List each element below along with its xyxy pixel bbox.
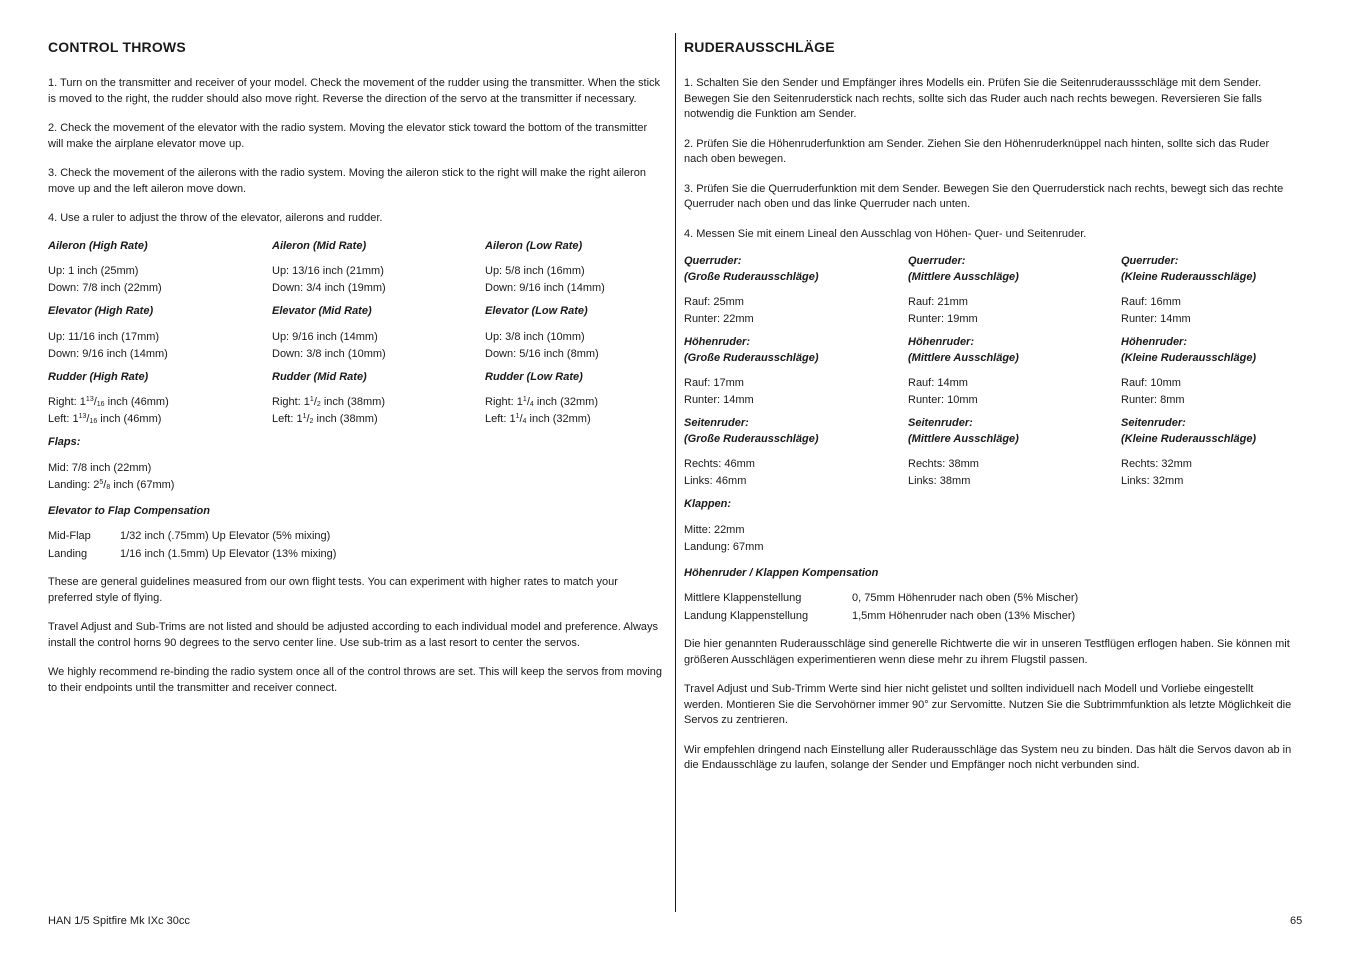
table-row — [684, 608, 1078, 626]
rate-cell — [684, 416, 908, 490]
rate-cell — [1121, 254, 1293, 328]
flaps-value: Landing: $2^5/_8$ inch (67mm) — [48, 478, 175, 491]
rate-cell — [48, 370, 272, 429]
instruction-step: 3. Check the movement of the ailerons with the radio system. Moving the aileron stick to the right will make the right aileron move up and the left aileron move down. — [48, 167, 646, 195]
rate-cell — [485, 239, 665, 298]
table-cell: Mittlere Klappenstellung — [684, 592, 802, 604]
rate-value: Up: 9/16 inch (14mm) — [272, 330, 378, 343]
instruction-step: 4. Use a ruler to adjust the throw of the elevator, ailerons and rudder. — [48, 212, 383, 224]
instruction-step: 1. Schalten Sie den Sender und Empfänger ihres Modells ein. Prüfen Sie die Seitenruderaussschläge mit dem Sender. Bewegen Sie den Seitenruderstick nach rechts, sollte sich das Ruder auch nach rechts bewegen. Reversieren Sie falls notwendig die Funktion am Sender. — [684, 77, 1262, 120]
flaps-values — [684, 522, 1294, 556]
rate-heading: Rudder (Low Rate) — [485, 370, 583, 383]
rate-value: Links: 32mm — [1121, 475, 1184, 487]
rate-cell — [1121, 416, 1293, 490]
rate-value: Links: 46mm — [684, 475, 747, 487]
rate-heading: Elevator (High Rate) — [48, 305, 154, 317]
rate-cell — [684, 335, 908, 409]
rate-cell — [684, 254, 908, 328]
instruction-step: 2. Prüfen Sie die Höhenruderfunktion am Sender. Ziehen Sie den Höhenruderknüppel nach hinten, sollte sich das Ruder nach oben bewegen. — [684, 137, 1270, 165]
instruction-step: 3. Prüfen Sie die Querruderfunktion mit dem Sender. Bewegen Sie den Querruderstick nach rechts, bewegt sich das rechte Querruder nach oben und das linke Querruder nach unten. — [684, 182, 1284, 210]
table-cell: 1,5mm Höhenruder nach oben (13% Mischer) — [852, 609, 1076, 622]
compensation-table — [48, 528, 336, 563]
page-number: 65 — [1290, 915, 1303, 927]
rate-value: Up: 5/8 inch (16mm) — [485, 265, 585, 277]
rate-value: Runter: 10mm — [908, 394, 978, 406]
rate-heading: Elevator (Low Rate) — [485, 305, 588, 317]
aileron-rates-row — [48, 239, 664, 298]
table-cell: Mid-Flap — [48, 530, 91, 542]
rate-value: Up: 13/16 inch (21mm) — [272, 265, 384, 277]
note-paragraph: These are general guidelines measured from our own flight tests. You can experiment with higher rates to match your preferred style of flying. — [48, 576, 618, 604]
instruction-step: 2. Check the movement of the elevator with the radio system. Moving the elevator stick toward the bottom of the transmitter will make the airplane elevator move up. — [48, 122, 648, 150]
footer-model-name: HAN 1/5 Spitfire Mk IXc 30cc — [48, 915, 190, 927]
throw-rates-grid — [48, 239, 664, 429]
rate-value: Rauf: 16mm — [1121, 296, 1181, 308]
table-cell: 0, 75mm Höhenruder nach oben (5% Mischer) — [852, 592, 1079, 604]
rate-cell — [908, 335, 1121, 409]
rate-heading: Aileron (Mid Rate) — [272, 239, 367, 252]
table-cell: Landing — [48, 547, 88, 560]
rate-heading: Seitenruder: (Kleine Ruderausschläge) — [1121, 417, 1257, 445]
rate-cell — [908, 416, 1121, 490]
rate-heading: Seitenruder: (Mittlere Ausschläge) — [908, 417, 1019, 445]
rate-heading: Rudder (Mid Rate) — [272, 370, 367, 383]
english-column — [48, 38, 664, 710]
rate-value: Down: 5/16 inch (8mm) — [485, 347, 599, 360]
rate-cell — [272, 304, 485, 363]
throw-rates-grid — [684, 254, 1294, 490]
rudder-rates-row — [684, 416, 1294, 490]
rate-value: Right: $1^1/_4$ inch (32mm) — [485, 396, 598, 408]
note-paragraph: Wir empfehlen dringend nach Einstellung aller Ruderausschläge das System neu zu binden. Das hält die Servos davon ab in die Endausschläge zu laufen, solange der Sender und Empfänger noch nicht verbunden sind. — [684, 743, 1292, 771]
column-divider — [675, 33, 676, 912]
compensation-table — [684, 590, 1078, 625]
rate-value: Runter: 19mm — [908, 313, 978, 325]
rate-heading: Höhenruder: (Mittlere Ausschläge) — [908, 336, 1019, 364]
table-cell: Landung Klappenstellung — [684, 609, 809, 622]
rate-cell — [485, 304, 665, 363]
elevator-rates-row — [48, 304, 664, 363]
rate-value: Runter: 22mm — [684, 313, 754, 325]
rate-value: Left: $1^1/_4$ inch (32mm) — [485, 413, 591, 425]
rate-value: Down: 9/16 inch (14mm) — [48, 347, 168, 360]
rate-value: Runter: 14mm — [684, 394, 754, 406]
rate-cell — [272, 370, 485, 429]
rate-value: Up: 3/8 inch (10mm) — [485, 330, 585, 343]
flaps-value: Landung: 67mm — [684, 540, 764, 553]
rate-value: Rechts: 38mm — [908, 458, 979, 470]
rate-heading: Höhenruder: (Kleine Ruderausschläge) — [1121, 336, 1257, 364]
aileron-rates-row — [684, 254, 1294, 328]
table-row — [48, 528, 336, 546]
compensation-heading: Elevator to Flap Compensation — [48, 504, 210, 517]
rate-heading: Elevator (Mid Rate) — [272, 305, 372, 317]
rate-heading: Querruder: (Große Ruderausschläge) — [684, 255, 819, 283]
rate-value: Runter: 14mm — [1121, 313, 1191, 325]
flaps-heading: Flaps: — [48, 436, 81, 448]
rate-heading: Querruder: (Kleine Ruderausschläge) — [1121, 255, 1257, 283]
rate-value: Up: 11/16 inch (17mm) — [48, 330, 160, 343]
section-title: CONTROL THROWS — [48, 39, 186, 55]
table-cell: 1/32 inch (.75mm) Up Elevator (5% mixing) — [120, 530, 331, 542]
rate-value: Up: 1 inch (25mm) — [48, 265, 139, 277]
rate-heading: Aileron (High Rate) — [48, 239, 148, 252]
rate-value: Rauf: 25mm — [684, 296, 744, 308]
rate-cell — [1121, 335, 1293, 409]
rate-heading: Rudder (High Rate) — [48, 370, 149, 383]
rate-cell — [48, 239, 272, 298]
table-cell: 1/16 inch (1.5mm) Up Elevator (13% mixing) — [120, 547, 337, 560]
rate-heading: Querruder: (Mittlere Ausschläge) — [908, 255, 1019, 283]
rate-heading: Aileron (Low Rate) — [485, 239, 583, 252]
rate-value: Down: 9/16 inch (14mm) — [485, 282, 605, 294]
rate-value: Rechts: 46mm — [684, 458, 755, 470]
rate-value: Down: 7/8 inch (22mm) — [48, 282, 162, 294]
rate-value: Left: $1^{13}/_{16}$ inch (46mm) — [48, 413, 162, 425]
elevator-rates-row — [684, 335, 1294, 409]
table-row — [48, 546, 336, 564]
rudder-rates-row — [48, 370, 664, 429]
table-row — [684, 590, 1078, 608]
rate-cell — [908, 254, 1121, 328]
rate-value: Rauf: 14mm — [908, 377, 968, 389]
instruction-step: 1. Turn on the transmitter and receiver of your model. Check the movement of the rudder using the transmitter. When the stick is moved to the right, the rudder should also move right. Reverse the direction of the servo at the transmitter if necessary. — [48, 77, 661, 105]
note-paragraph: Die hier genannten Ruderausschläge sind generelle Richtwerte die wir in unseren Testflügen erflogen haben. Sie können mit größeren Ausschlägen experimentieren wenn diese mehr zu ihrem Flugstil passen. — [684, 638, 1290, 666]
rate-value: Rauf: 17mm — [684, 377, 744, 389]
rate-value: Rechts: 32mm — [1121, 458, 1192, 470]
rate-value: Rauf: 10mm — [1121, 377, 1181, 389]
rate-heading: Seitenruder: (Große Ruderausschläge) — [684, 417, 819, 445]
note-paragraph: Travel Adjust und Sub-Trimm Werte sind hier nicht gelistet und sollten individuell nach Modell und Vorliebe eingestellt werden. Montieren Sie die Servohörner immer 90° zur Servomitte. Nutzen Sie die Subtrimmfunktion als letzte Möglichkeit die Servos zu zentrieren. — [684, 683, 1292, 726]
rate-value: Down: 3/8 inch (10mm) — [272, 347, 386, 360]
rate-value: Right: $1^{13}/_{16}$ inch (46mm) — [48, 396, 169, 408]
rate-value: Left: $1^1/_2$ inch (38mm) — [272, 413, 378, 425]
flaps-heading: Klappen: — [684, 498, 732, 510]
german-column — [684, 38, 1294, 788]
rate-value: Links: 38mm — [908, 475, 971, 487]
rate-value: Right: $1^1/_2$ inch (38mm) — [272, 396, 385, 408]
rate-cell — [48, 304, 272, 363]
rate-value: Down: 3/4 inch (19mm) — [272, 282, 386, 294]
rate-value: Runter: 8mm — [1121, 394, 1185, 406]
compensation-heading: Höhenruder / Klappen Kompensation — [684, 566, 879, 579]
note-paragraph: Travel Adjust and Sub-Trims are not listed and should be adjusted according to each individual model and preference. Always install the control horns 90 degrees to the servo center line. Use sub-trim as a last resort to center the servos. — [48, 621, 659, 649]
flaps-values — [48, 460, 664, 494]
rate-heading: Höhenruder: (Große Ruderausschläge) — [684, 336, 819, 364]
flaps-value: Mitte: 22mm — [684, 523, 745, 536]
flaps-value: Mid: 7/8 inch (22mm) — [48, 461, 152, 474]
rate-cell — [272, 239, 485, 298]
rate-value: Rauf: 21mm — [908, 296, 968, 308]
section-title: RUDERAUSSCHLÄGE — [684, 39, 835, 55]
note-paragraph: We highly recommend re-binding the radio system once all of the control throws are set. This will keep the servos from moving to their endpoints until the transmitter and receiver connect. — [48, 666, 663, 694]
instruction-step: 4. Messen Sie mit einem Lineal den Ausschlag von Höhen- Quer- und Seitenruder. — [684, 227, 1087, 240]
rate-cell — [485, 370, 665, 429]
